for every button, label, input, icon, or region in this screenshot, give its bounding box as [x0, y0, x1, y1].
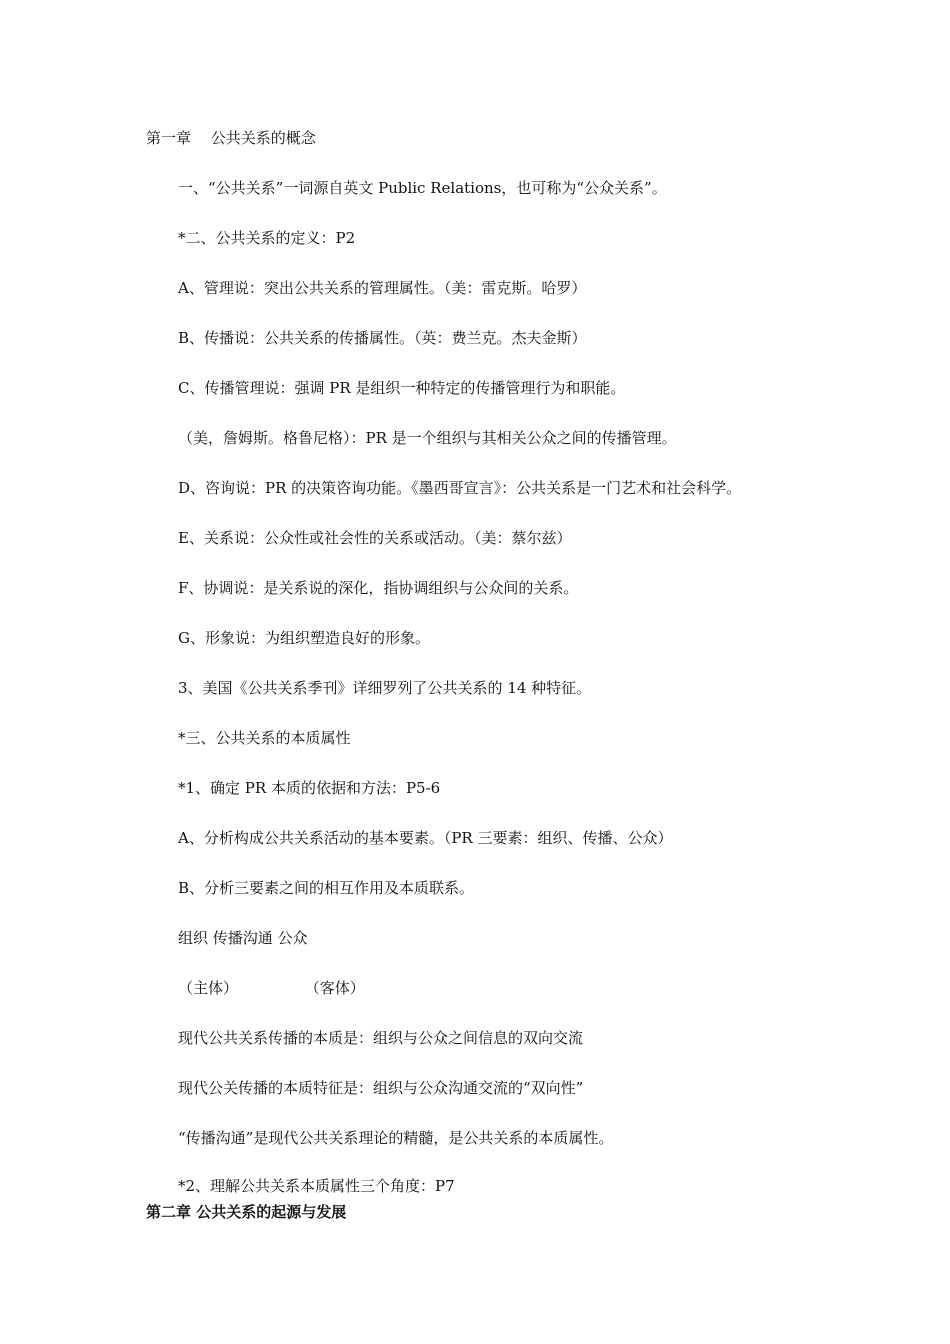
body-line: *2、理解公共关系本质属性三个角度：P7	[178, 1177, 455, 1195]
body-line: 现代公关传播的本质特征是：组织与公众沟通交流的“双向性”	[178, 1079, 584, 1097]
chapter2-title: 第二章 公共关系的起源与发展	[146, 1203, 347, 1221]
body-line: 3、美国《公共关系季刊》详细罗列了公共关系的 14 种特征。	[178, 679, 592, 697]
body-line: D、咨询说：PR 的决策咨询功能。《墨西哥宣言》：公共关系是一门艺术和社会科学。	[178, 479, 742, 497]
body-line: C、传播管理说：强调 PR 是组织一种特定的传播管理行为和职能。	[178, 379, 626, 397]
body-line: *二、公共关系的定义：P2	[178, 229, 356, 247]
body-line: E、关系说：公众性或社会性的关系或活动。（美：蔡尔兹）	[178, 529, 572, 547]
body-line: B、传播说：公共关系的传播属性。（英：费兰克。杰夫金斯）	[178, 329, 587, 347]
body-line: 现代公共关系传播的本质是：组织与公众之间信息的双向交流	[178, 1029, 584, 1047]
body-line: 组织 传播沟通 公众	[178, 929, 308, 947]
body-line: F、协调说：是关系说的深化，指协调组织与公众间的关系。	[178, 579, 579, 597]
body-line: （美，詹姆斯。格鲁尼格）：PR 是一个组织与其相关公众之间的传播管理。	[178, 429, 677, 447]
body-line: （主体） （客体）	[178, 979, 365, 997]
chapter1-title: 第一章 公共关系的概念	[146, 129, 316, 147]
body-line: A、管理说：突出公共关系的管理属性。（美：雷克斯。哈罗）	[178, 279, 587, 297]
body-line: *1、确定 PR 本质的依据和方法：P5-6	[178, 779, 441, 797]
body-line: “传播沟通”是现代公共关系理论的精髓，是公共关系的本质属性。	[178, 1129, 614, 1147]
body-line: *三、公共关系的本质属性	[178, 729, 351, 747]
body-line: A、分析构成公共关系活动的基本要素。（PR 三要素：组织、传播、公众）	[178, 829, 673, 847]
body-line: B、分析三要素之间的相互作用及本质联系。	[178, 879, 475, 897]
body-line: G、形象说：为组织塑造良好的形象。	[178, 629, 430, 647]
body-line: 一、“公共关系”一词源自英文 Public Relations，也可称为“公众关系”。	[178, 179, 667, 197]
